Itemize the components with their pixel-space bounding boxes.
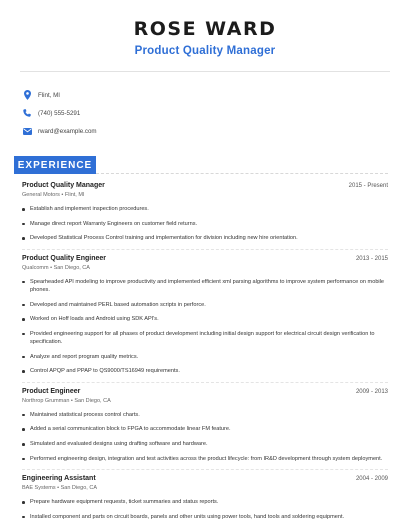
job-entry — [22, 182, 388, 242]
job-header — [22, 475, 388, 482]
job-header — [22, 182, 388, 189]
job-company: General Motors • Flint, MI — [22, 192, 85, 198]
job-header — [22, 255, 388, 262]
job-bullets — [22, 205, 388, 242]
contact-phone — [22, 104, 410, 122]
contact-location — [22, 86, 410, 104]
job-company: Qualcomm • San Diego, CA — [22, 264, 90, 271]
job-dates: 2013 - 2015 — [355, 255, 388, 262]
job-bullet: Performed engineering design, integration and test activities across the product lifecycle: from IR&D development through system deployment. — [22, 455, 388, 463]
job-bullet: Spearheaded API modeling to improve productivity and implemented efficient xml parsing algorithms to improve system performance on mobile phones. — [22, 278, 388, 294]
job-bullet: Control APQP and PPAP to QS9000/TS16949 requirements. — [22, 367, 388, 375]
job-bullets — [22, 278, 388, 376]
phone-text: (740) 555-5291 — [38, 109, 81, 117]
job-entry — [22, 388, 388, 463]
job-company: Northrop Grumman • San Diego, CA — [22, 397, 111, 404]
job-bullet: Prepare hardware equipment requests, ticket summaries and status reports. — [22, 498, 388, 506]
job-dates: 2004 - 2009 — [355, 476, 388, 483]
job-separator — [22, 249, 388, 250]
job-separator — [22, 469, 388, 470]
candidate-role: Product Quality Manager — [134, 45, 276, 57]
job-bullet: Provided engineering support for all phases of product development including initial design support for electrical circuit design verification to specification. — [22, 330, 388, 346]
email-text: rward@example.com — [38, 127, 97, 135]
job-bullet: Developed Statistical Process Control training and implementation for division including new hire orientation. — [22, 234, 388, 242]
location-pin-icon — [22, 89, 32, 101]
job-header — [22, 388, 388, 395]
job-title: Engineering Assistant — [22, 475, 96, 483]
job-title: Product Quality Engineer — [22, 254, 107, 262]
job-bullet: Worked on Hoff loads and Android using SDK API's. — [22, 315, 388, 323]
job-bullet: Simulated and evaluated designs using drafting software and hardware. — [22, 440, 388, 448]
job-bullet: Maintained statistical process control charts. — [22, 411, 388, 419]
phone-icon — [22, 107, 32, 119]
contact-block — [0, 72, 410, 140]
job-bullet: Added a serial communication block to FPGA to accommodate linear FM feature. — [22, 425, 388, 433]
job-company: BAE Systems • San Diego, CA — [22, 485, 97, 492]
job-bullet: Establish and implement inspection procedures. — [22, 205, 388, 213]
job-separator — [22, 382, 388, 383]
job-title: Product Quality Manager — [22, 182, 105, 189]
job-bullet: Developed and maintained PERL based automation scripts in perforce. — [22, 301, 388, 309]
email-icon — [22, 125, 32, 137]
job-entry — [22, 255, 388, 376]
resume-header — [0, 0, 410, 57]
location-text: Flint, MI — [38, 91, 61, 99]
contact-email — [22, 122, 410, 140]
job-entry — [22, 475, 388, 521]
candidate-name: ROSE WARD — [133, 18, 277, 40]
job-bullets — [22, 411, 388, 463]
job-dates: 2009 - 2013 — [355, 388, 388, 395]
experience-section-header — [0, 156, 410, 176]
job-title: Product Engineer — [22, 387, 81, 395]
job-bullet: Manage direct report Warranty Engineers on customer field returns. — [22, 220, 388, 228]
job-dates: 2015 - Present — [348, 183, 388, 189]
experience-list — [0, 176, 410, 521]
job-bullet: Analyze and report program quality metrics. — [22, 353, 388, 361]
job-bullet: Installed component and parts on circuit boards, panels and other units using power tools, hand tools and soldering equipment. — [22, 513, 388, 521]
job-bullets — [22, 498, 388, 521]
section-divider-line — [96, 173, 388, 174]
experience-section-title: EXPERIENCE — [14, 156, 96, 174]
